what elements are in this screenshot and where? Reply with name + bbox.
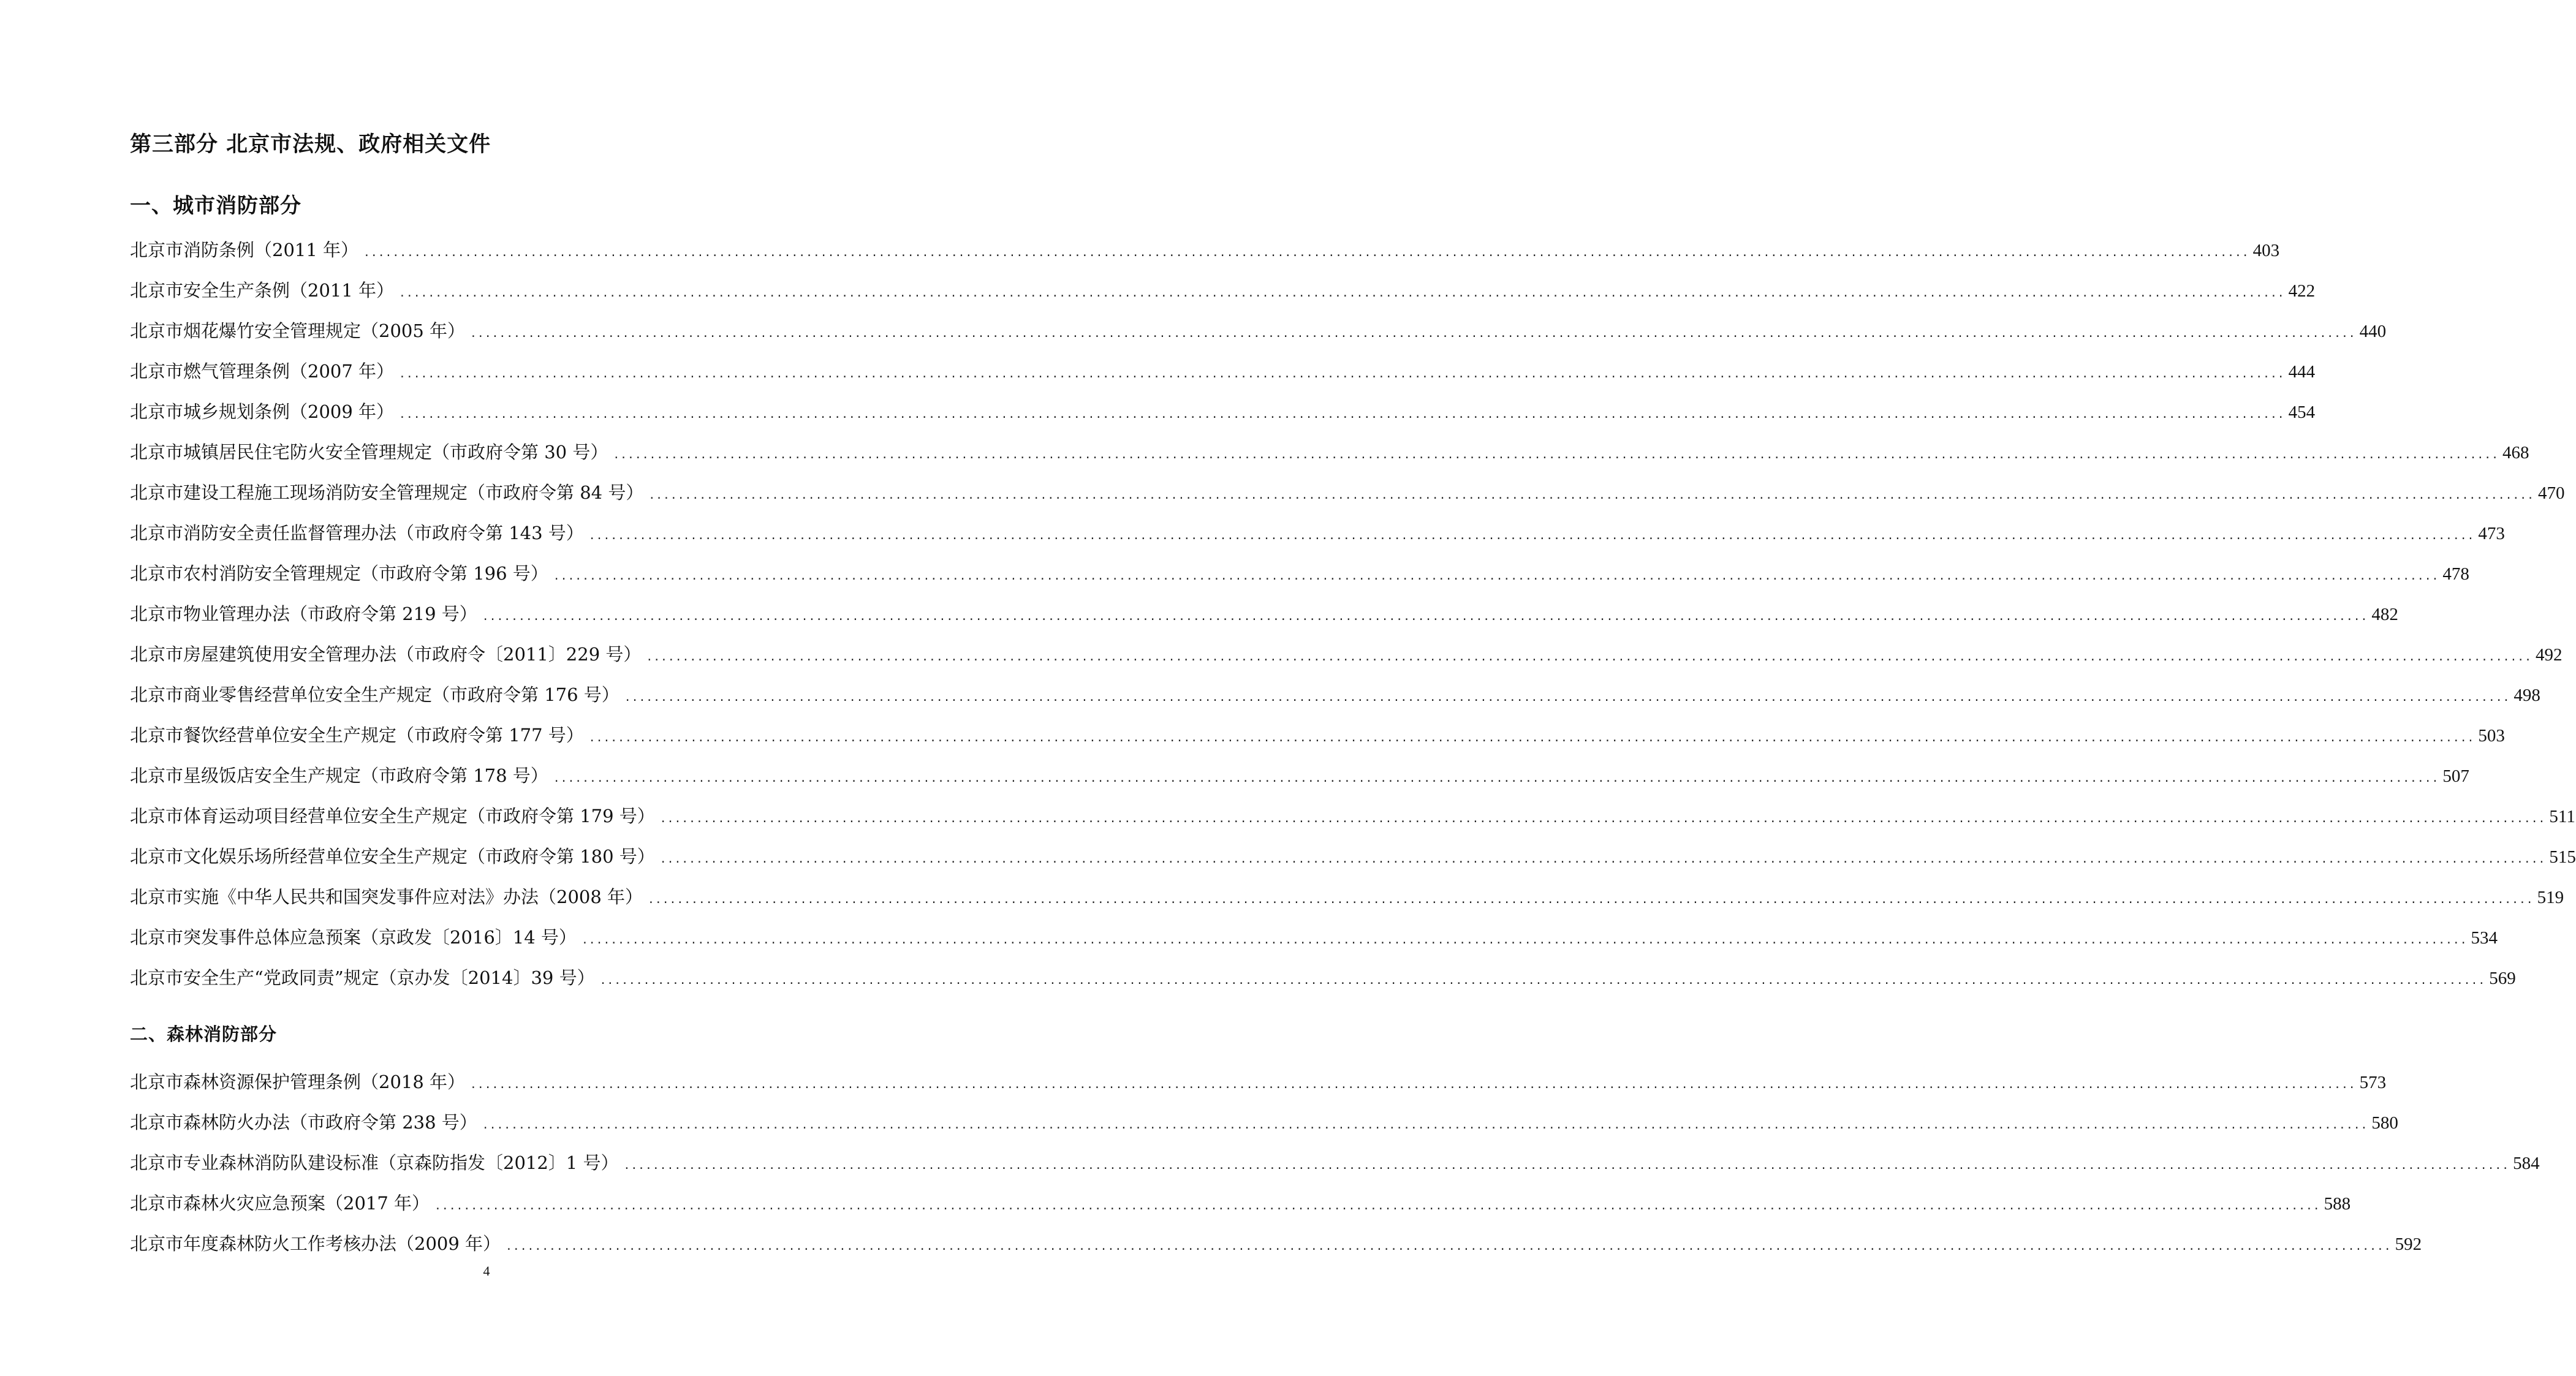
toc-dot-leader: .................................................................................................................................................................................................................................................................... bbox=[613, 448, 2499, 461]
toc-entry[interactable] bbox=[130, 803, 2575, 843]
toc-entry-page-number: 444 bbox=[2288, 362, 2316, 382]
toc-entry[interactable] bbox=[130, 883, 2564, 924]
toc-dot-leader: .................................................................................................................................................................................................................................................................... bbox=[506, 1240, 2392, 1253]
toc-entry[interactable] bbox=[130, 762, 2469, 803]
toc-entry-page-number: 584 bbox=[2513, 1154, 2540, 1173]
toc-entry[interactable] bbox=[130, 236, 2280, 277]
toc-dot-leader: .................................................................................................................................................................................................................................................................... bbox=[470, 327, 2356, 340]
section-heading-urban-fire: 一、城市消防部分 bbox=[130, 194, 301, 218]
toc-entry[interactable] bbox=[130, 1109, 2398, 1149]
toc-entry-page-number: 473 bbox=[2478, 524, 2505, 543]
toc-entry[interactable] bbox=[130, 277, 2316, 317]
part-title: 第三部分 北京市法规、政府相关文件 bbox=[130, 132, 491, 157]
toc-entry-page-number: 403 bbox=[2252, 241, 2280, 260]
toc-entry-page-number: 454 bbox=[2288, 403, 2316, 422]
toc-entry-title: 北京市森林火灾应急预案（2017 年） bbox=[130, 1193, 430, 1214]
toc-entry-title: 北京市消防安全责任监督管理办法（市政府令第 143 号） bbox=[130, 523, 584, 543]
toc-entry-page-number: 498 bbox=[2513, 686, 2540, 705]
toc-entry-page-number: 519 bbox=[2537, 888, 2564, 907]
toc-entry-title: 北京市安全生产条例（2011 年） bbox=[130, 280, 395, 301]
toc-entry-title: 北京市燃气管理条例（2007 年） bbox=[130, 361, 395, 382]
toc-entry[interactable] bbox=[130, 560, 2469, 600]
toc-list-forest-fire bbox=[130, 1068, 2540, 1271]
toc-entry[interactable] bbox=[130, 1190, 2351, 1230]
toc-entry-title: 北京市农村消防安全管理规定（市政府令第 196 号） bbox=[130, 563, 548, 584]
toc-entry-title: 北京市建设工程施工现场消防安全管理规定（市政府令第 84 号） bbox=[130, 482, 644, 503]
toc-dot-leader: .................................................................................................................................................................................................................................................................... bbox=[659, 853, 2546, 866]
toc-entry-page-number: 573 bbox=[2359, 1073, 2387, 1092]
toc-entry[interactable] bbox=[130, 600, 2398, 641]
toc-entry-title: 北京市烟花爆竹安全管理规定（2005 年） bbox=[130, 320, 466, 341]
toc-entry-title: 北京市专业森林消防队建设标准（京森防指发〔2012〕1 号） bbox=[130, 1152, 619, 1173]
toc-entry-page-number: 492 bbox=[2535, 645, 2563, 665]
toc-entry[interactable] bbox=[130, 924, 2498, 964]
toc-entry[interactable] bbox=[130, 439, 2529, 479]
toc-entry[interactable] bbox=[130, 722, 2505, 762]
toc-entry-page-number: 503 bbox=[2478, 726, 2505, 746]
toc-entry-page-number: 470 bbox=[2537, 483, 2565, 503]
toc-dot-leader: .................................................................................................................................................................................................................................................................... bbox=[588, 529, 2475, 542]
toc-dot-leader: .................................................................................................................................................................................................................................................................... bbox=[482, 610, 2368, 623]
toc-entry-page-number: 515 bbox=[2549, 847, 2576, 867]
section-heading-forest-fire: 二、森林消防部分 bbox=[130, 1024, 278, 1045]
toc-entry[interactable] bbox=[130, 317, 2387, 358]
toc-entry-page-number: 507 bbox=[2442, 766, 2469, 786]
toc-entry-title: 北京市年度森林防火工作考核办法（2009 年） bbox=[130, 1233, 501, 1254]
toc-dot-leader: .................................................................................................................................................................................................................................................................... bbox=[553, 570, 2439, 583]
toc-entry[interactable] bbox=[130, 641, 2563, 681]
toc-entry-title: 北京市物业管理办法（市政府令第 219 号） bbox=[130, 603, 477, 624]
toc-entry-page-number: 534 bbox=[2471, 928, 2498, 948]
toc-entry[interactable] bbox=[130, 843, 2576, 883]
toc-dot-leader: .................................................................................................................................................................................................................................................................... bbox=[399, 287, 2285, 300]
toc-dot-leader: .................................................................................................................................................................................................................................................................... bbox=[581, 934, 2468, 947]
toc-dot-leader: .................................................................................................................................................................................................................................................................... bbox=[659, 812, 2546, 825]
toc-dot-leader: .................................................................................................................................................................................................................................................................... bbox=[482, 1119, 2368, 1132]
toc-entry-title: 北京市城镇居民住宅防火安全管理规定（市政府令第 30 号） bbox=[130, 442, 608, 463]
toc-dot-leader: .................................................................................................................................................................................................................................................................... bbox=[399, 368, 2285, 380]
toc-entry-title: 北京市商业零售经营单位安全生产规定（市政府令第 176 号） bbox=[130, 684, 619, 705]
toc-dot-leader: .................................................................................................................................................................................................................................................................... bbox=[434, 1200, 2320, 1212]
toc-entry-title: 北京市森林防火办法（市政府令第 238 号） bbox=[130, 1112, 477, 1133]
toc-dot-leader: .................................................................................................................................................................................................................................................................... bbox=[553, 772, 2439, 785]
toc-entry-title: 北京市房屋建筑使用安全管理办法（市政府令〔2011〕229 号） bbox=[130, 644, 642, 665]
toc-entry-page-number: 422 bbox=[2288, 281, 2316, 301]
toc-dot-leader: .................................................................................................................................................................................................................................................................... bbox=[588, 731, 2475, 744]
toc-dot-leader: .................................................................................................................................................................................................................................................................... bbox=[399, 408, 2285, 421]
toc-entry[interactable] bbox=[130, 1068, 2387, 1109]
toc-entry[interactable] bbox=[130, 398, 2316, 439]
toc-dot-leader: .................................................................................................................................................................................................................................................................... bbox=[623, 1159, 2510, 1172]
toc-entry-title: 北京市城乡规划条例（2009 年） bbox=[130, 401, 395, 422]
toc-list-urban-fire bbox=[130, 236, 2576, 1005]
toc-entry-title: 北京市餐饮经营单位安全生产规定（市政府令第 177 号） bbox=[130, 725, 584, 746]
toc-entry[interactable] bbox=[130, 520, 2505, 560]
toc-entry[interactable] bbox=[130, 479, 2565, 520]
toc-dot-leader: .................................................................................................................................................................................................................................................................... bbox=[648, 893, 2534, 906]
toc-dot-leader: .................................................................................................................................................................................................................................................................... bbox=[470, 1078, 2356, 1091]
toc-dot-leader: .................................................................................................................................................................................................................................................................... bbox=[624, 691, 2510, 704]
toc-entry[interactable] bbox=[130, 681, 2540, 722]
toc-entry-page-number: 482 bbox=[2371, 605, 2398, 624]
toc-dot-leader: .................................................................................................................................................................................................................................................................... bbox=[648, 489, 2534, 502]
toc-entry[interactable] bbox=[130, 964, 2516, 1005]
toc-entry[interactable] bbox=[130, 358, 2316, 398]
toc-entry-page-number: 592 bbox=[2395, 1234, 2422, 1254]
toc-dot-leader: .................................................................................................................................................................................................................................................................... bbox=[646, 651, 2532, 663]
toc-entry-title: 北京市实施《中华人民共和国突发事件应对法》办法（2008 年） bbox=[130, 886, 643, 907]
toc-entry-title: 北京市突发事件总体应急预案（京政发〔2016〕14 号） bbox=[130, 927, 577, 948]
toc-entry-title: 北京市消防条例（2011 年） bbox=[130, 240, 359, 260]
toc-dot-leader: .................................................................................................................................................................................................................................................................... bbox=[363, 246, 2249, 259]
toc-entry-page-number: 468 bbox=[2502, 443, 2529, 463]
toc-entry-title: 北京市文化娱乐场所经营单位安全生产规定（市政府令第 180 号） bbox=[130, 846, 655, 867]
toc-entry-page-number: 478 bbox=[2442, 564, 2469, 584]
toc-entry[interactable] bbox=[130, 1149, 2540, 1190]
toc-entry-title: 北京市森林资源保护管理条例（2018 年） bbox=[130, 1072, 466, 1092]
toc-entry-title: 北京市安全生产“党政同责”规定（京办发〔2014〕39 号） bbox=[130, 967, 595, 988]
toc-entry-page-number: 580 bbox=[2371, 1113, 2398, 1133]
toc-dot-leader: .................................................................................................................................................................................................................................................................... bbox=[599, 974, 2486, 987]
toc-entry-page-number: 511 bbox=[2549, 807, 2575, 826]
toc-entry-page-number: 440 bbox=[2359, 322, 2387, 341]
toc-entry-title: 北京市星级饭店安全生产规定（市政府令第 178 号） bbox=[130, 765, 548, 786]
toc-entry-page-number: 569 bbox=[2489, 969, 2516, 988]
toc-entry-page-number: 588 bbox=[2324, 1194, 2351, 1214]
page-number: 4 bbox=[483, 1263, 490, 1279]
toc-entry-title: 北京市体育运动项目经营单位安全生产规定（市政府令第 179 号） bbox=[130, 806, 655, 826]
